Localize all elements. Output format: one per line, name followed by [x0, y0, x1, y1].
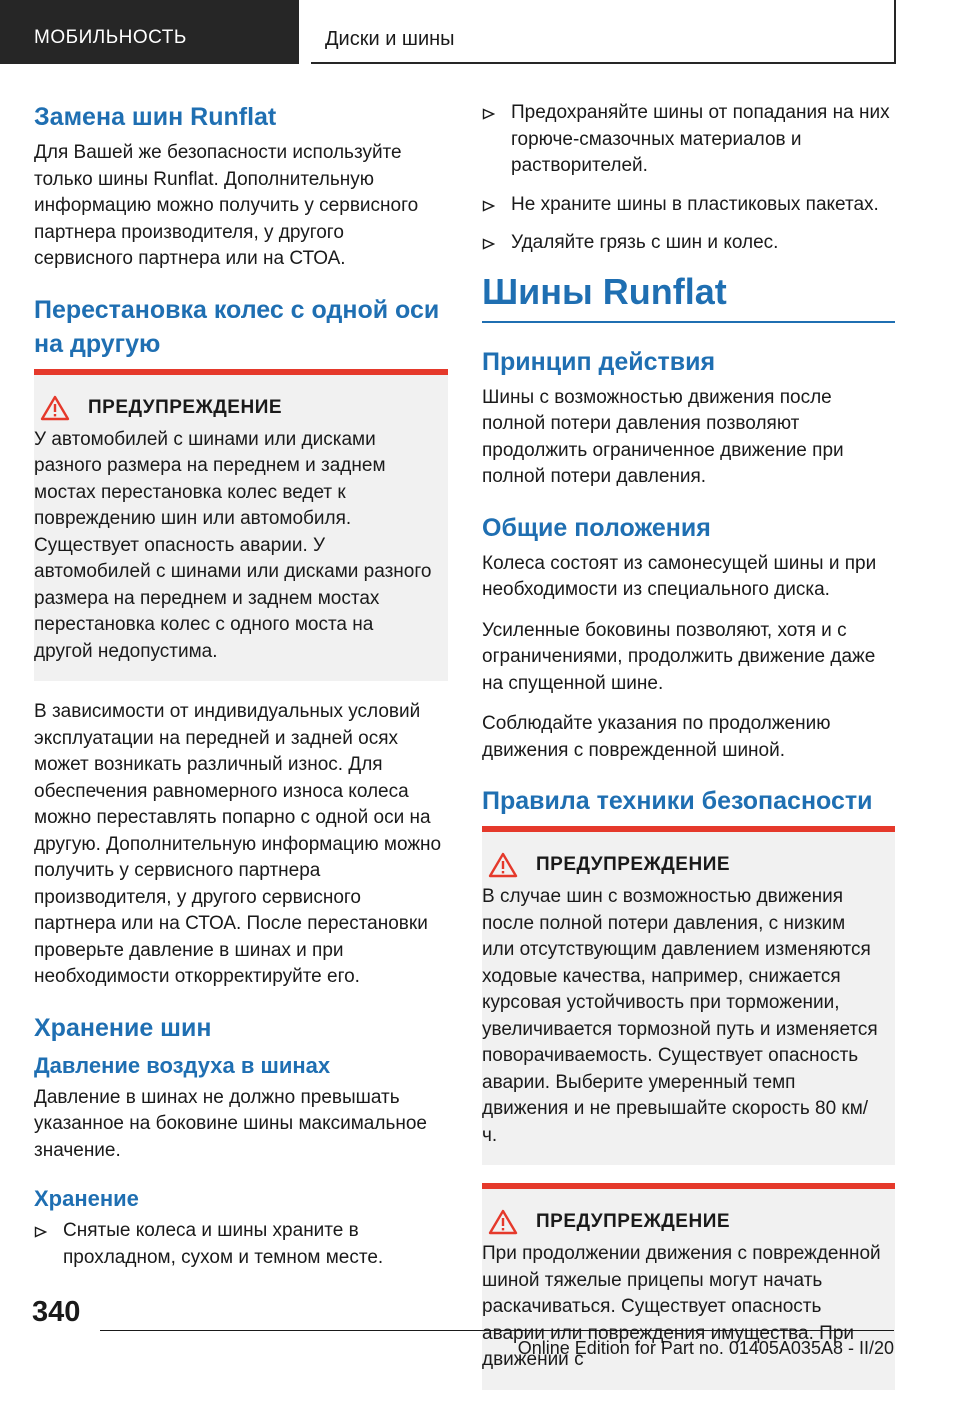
header-chapter-tab	[311, 0, 896, 64]
general-text-2: Усиленные боковины позволяют, хотя и с ограничениями, продолжить движение даже на спущенной шине.	[482, 619, 876, 694]
header-section-tab	[0, 0, 299, 64]
list-item	[34, 1218, 448, 1271]
warning-box-rotation	[34, 369, 448, 682]
principle-text: Шины с возможностью движения после полной потери давления позволяют продолжить ограниченное движение при полной потери давления.	[482, 386, 844, 487]
warning-title: ПРЕДУПРЕЖДЕНИЕ	[536, 1211, 731, 1232]
warning-triangle-icon	[488, 1209, 518, 1235]
runflat-heading-block	[482, 269, 895, 323]
list-item-text: Не храните шины в пластиковых пакетах.	[511, 193, 879, 215]
triangle-bullet-icon	[482, 200, 495, 212]
warning-box-speed	[482, 826, 895, 1165]
section-title: МОБИЛЬНОСТЬ	[34, 27, 187, 48]
storage-list-right	[482, 100, 895, 257]
chapter-title: Диски и шины	[325, 28, 455, 50]
wheel-rotation-text: В зависимости от индивидуальных условий эксплуатации на передней и задней осях может возникать различный износ. Для обеспечения равномерного износа колеса можно переставлять попарно с одной оси на другую. Дополнительную информацию можно получить у сервисного партнера производителя, у другого сервисного партнера или на СТОА. После перестановки проверьте давление в шинах и при необходимости откорректируйте его.	[34, 701, 442, 987]
warning-triangle-icon	[488, 852, 518, 878]
triangle-bullet-icon	[482, 238, 495, 250]
footer-divider	[100, 1330, 894, 1331]
warning-triangle-icon	[40, 395, 70, 421]
tire-storage-heading: Хранение шин	[34, 1013, 212, 1042]
principle-heading: Принцип действия	[482, 347, 716, 376]
list-item-text: Предохраняйте шины от попадания на них горюче-смазочных материалов и растворителей.	[511, 102, 890, 176]
storage-subheading: Хранение	[34, 1186, 139, 1211]
warning-title: ПРЕДУПРЕЖДЕНИЕ	[88, 396, 283, 418]
list-item	[482, 192, 895, 219]
warning-text: У автомобилей с шинами или дисками разного размера на переднем и заднем мостах перестановка колес ведет к повреждению шин или автомобиля. Существует опасность аварии. У автомобилей с шинами или дисками разного размера на переднем и заднем мостах перестановка колес с одного моста на другой недопустима.	[34, 428, 432, 662]
warning-title: ПРЕДУПРЕЖДЕНИЕ	[536, 854, 731, 875]
storage-list-left	[34, 1218, 448, 1271]
replace-runflat-text: Для Вашей же безопасности используйте только шины Runflat. Дополнительную информацию можно получить у сервисного партнера производителя, у другого сервисного партнера или на СТОА.	[34, 142, 419, 269]
list-item-text: Удаляйте грязь с шин и колес.	[511, 232, 779, 253]
triangle-bullet-icon	[482, 108, 495, 120]
left-column	[34, 100, 448, 1283]
wheel-rotation-heading: Перестановка колес с одной оси на другую	[34, 295, 440, 358]
warning-text: В случае шин с возможностью движения после полной потери давления, с низким или отсутствующим давлением изменяются ходовые качества, например, снижается курсовая устойчивость при торможении, увеличивается тормозной путь и изменяется поворачиваемость. Существует опасность аварии. Выберите умеренный темп движения и не превышайте скорость 80 км/ч.	[482, 886, 878, 1146]
tire-pressure-text: Давление в шинах не должно превышать указанное на боковине шины максимальное значение.	[34, 1086, 427, 1161]
right-column	[482, 100, 895, 1408]
replace-runflat-heading: Замена шин Runflat	[34, 103, 277, 131]
general-text-3: Соблюдайте указания по продолжению движения с поврежденной шиной.	[482, 713, 831, 761]
tire-pressure-heading: Давление воздуха в шинах	[34, 1052, 331, 1078]
list-item	[482, 100, 895, 180]
general-text-1: Колеса состоят из самонесущей шины и при необходимости из специального диска.	[482, 552, 877, 600]
list-item-text: Снятые колеса и шины храните в прохладном, сухом и темном месте.	[63, 1220, 384, 1268]
runflat-heading: Шины Runflat	[482, 270, 727, 312]
page-number: 340	[32, 1296, 81, 1328]
general-heading: Общие положения	[482, 513, 711, 542]
warning-text: При продолжении движения с поврежденной шиной тяжелые прицепы могут начать раскачиваться. Существует опасность аварии или повреждения имущества. При движении с	[482, 1243, 881, 1370]
footer-edition: Online Edition for Part no. 01405A035A8 - II/20	[517, 1338, 894, 1358]
safety-heading: Правила техники безопасности	[482, 787, 873, 815]
triangle-bullet-icon	[34, 1226, 47, 1238]
list-item	[482, 230, 895, 257]
